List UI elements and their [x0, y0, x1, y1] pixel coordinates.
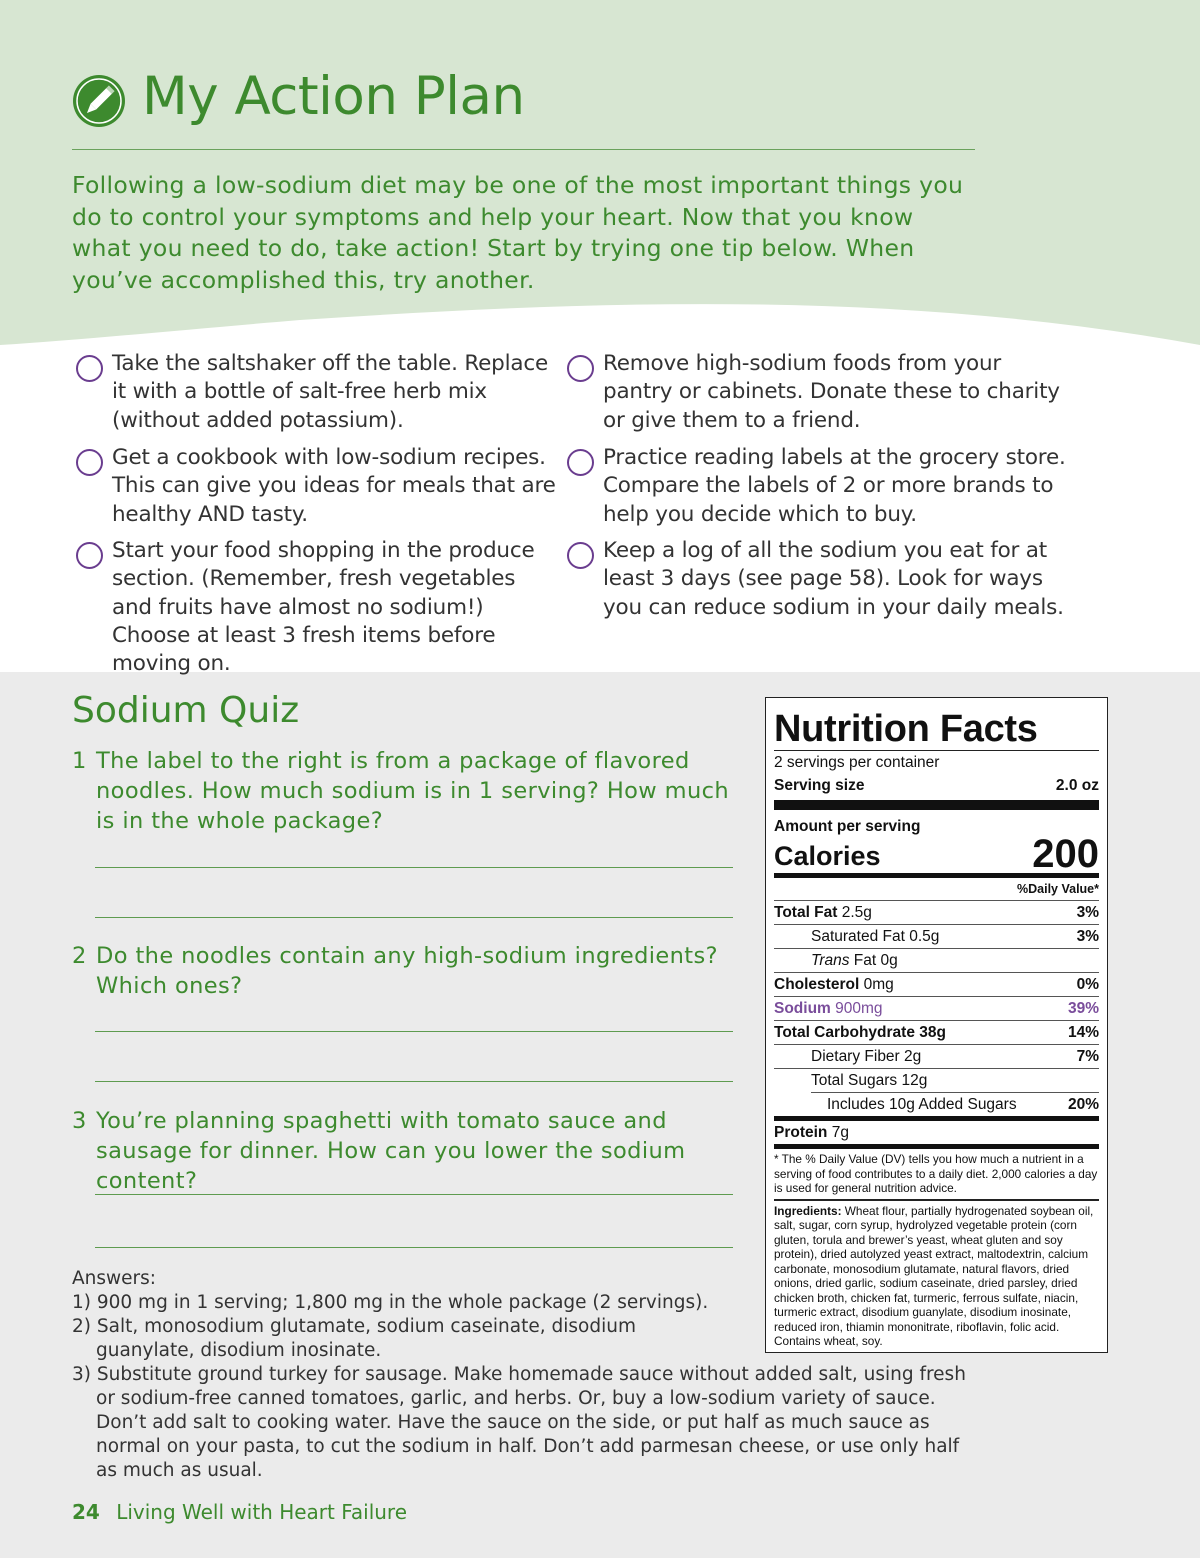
checkbox-circle-icon[interactable] — [567, 542, 594, 569]
sodium-row — [774, 996, 1099, 1020]
page-title: My Action Plan — [142, 66, 525, 127]
cholesterol-row — [774, 972, 1099, 996]
answer-item: 1) 900 mg in 1 serving; 1,800 mg in the whole package (2 servings). — [72, 1292, 709, 1313]
total-fat-dv: 3% — [1076, 904, 1099, 921]
checkbox-circle-icon[interactable] — [76, 355, 103, 382]
sodium-label: Sodium — [774, 1000, 831, 1017]
question-text: Do the noodles contain any high-sodium ingredients? Which ones? — [96, 943, 718, 999]
answer-line[interactable] — [95, 1247, 733, 1248]
question-number: 1 — [72, 748, 87, 774]
answers-heading: Answers: — [72, 1268, 157, 1289]
ingredients-label: Ingredients: — [774, 1203, 842, 1218]
added-sugars-row — [811, 1092, 1099, 1116]
pencil-icon — [72, 74, 126, 128]
tip-text: Keep a log of all the sodium you eat for at least 3 days (see page 58). Look for ways you can reduce sodium in your daily meals. — [603, 538, 1064, 620]
tip-text: Get a cookbook with low-sodium recipes. This can give you ideas for meals that are healthy AND tasty. — [112, 445, 556, 527]
sugars-label: Total Sugars 12g — [811, 1072, 928, 1089]
added-sugars-dv: 20% — [1067, 1096, 1099, 1113]
trans-fat-amount: Fat 0g — [853, 952, 898, 969]
question-text: You’re planning spaghetti with tomato sauce and sausage for dinner. How can you lower the sodium content? — [96, 1108, 686, 1194]
sugars-row — [774, 1068, 1099, 1092]
sat-fat-dv: 3% — [1076, 928, 1099, 945]
tip-item[interactable] — [76, 350, 556, 435]
tip-text: Take the saltshaker off the table. Replace it with a bottle of salt-free herb mix (without added potassium). — [112, 351, 548, 433]
book-title: Living Well with Heart Failure — [116, 1500, 408, 1524]
sat-fat-label: Saturated Fat — [811, 928, 905, 945]
answer-line[interactable] — [95, 1081, 733, 1082]
answer-item: 3) Substitute ground turkey for sausage. Make homemade sauce without added salt, using fresh or sodium-free canned tomatoes, garlic, and herbs. Or, buy a low-sodium variety of sauce. Don’t add salt to cooking water. Have the sauce on the side, or put half as much sauce as normal on your pasta, to cut the sodium in half. Don’t add parmesan cheese, or use only half as much as usual. — [72, 1364, 966, 1481]
calories-value: 200 — [1032, 832, 1099, 876]
fiber-label: Dietary Fiber 2g — [811, 1048, 922, 1065]
question-text: The label to the right is from a package of flavored noodles. How much sodium is in 1 serving? How much is in the whole package? — [96, 748, 730, 834]
checkbox-circle-icon[interactable] — [567, 449, 594, 476]
sodium-amount: 900mg — [835, 1000, 883, 1017]
quiz-question — [72, 746, 742, 836]
carbohydrate-row — [774, 1020, 1099, 1044]
serving-size-value: 2.0 oz — [1055, 777, 1099, 794]
cholesterol-dv: 0% — [1076, 976, 1099, 993]
tip-text: Remove high-sodium foods from your pantry or cabinets. Donate these to charity or give them to a friend. — [603, 351, 1060, 433]
ingredients-block — [774, 1201, 1099, 1349]
calories-label: Calories — [774, 841, 881, 871]
fiber-row — [774, 1044, 1099, 1068]
checkbox-circle-icon[interactable] — [76, 542, 103, 569]
serving-size-row — [774, 774, 1099, 800]
servings-per-container: 2 servings per container — [774, 754, 940, 771]
page-number: 24 — [72, 1500, 100, 1524]
trans-fat-label: Trans — [811, 952, 850, 969]
serving-size-label: Serving size — [774, 777, 865, 794]
ingredients-text: Wheat flour, partially hydrogenated soybean oil, salt, sugar, corn syrup, hydrolyzed vegetable protein (corn gluten, torula and brewer’s yeast, wheat gluten and soy protein), dried autolyzed yeast extract, maltodextrin, calcium carbonate, monosodium glutamate, natural flavors, dried onions, dried garlic, sodium caseinate, dried parsley, dried chicken broth, chicken fat, turmeric, ferrous sulfate, niacin, turmeric extract, disodium guanylate, disodium inosinate, reduced iron, thiamin mononitrate, riboflavin, folic acid. Contains wheat, soy. — [774, 1203, 1094, 1348]
trans-fat-row — [774, 948, 1099, 972]
saturated-fat-row — [774, 924, 1099, 948]
title-divider — [72, 149, 975, 150]
answer-line[interactable] — [95, 867, 733, 868]
carb-label: Total Carbohydrate 38g — [774, 1024, 946, 1041]
question-number: 3 — [72, 1108, 87, 1134]
tip-item[interactable] — [76, 444, 556, 529]
quiz-question — [72, 1106, 742, 1196]
total-fat-label: Total Fat — [774, 904, 838, 921]
daily-value-header: %Daily Value* — [1017, 882, 1099, 896]
cholesterol-amount: 0mg — [863, 976, 894, 993]
quiz-title: Sodium Quiz — [72, 690, 300, 731]
checkbox-circle-icon[interactable] — [567, 355, 594, 382]
sat-fat-amount: 0.5g — [909, 928, 940, 945]
carb-dv: 14% — [1067, 1024, 1099, 1041]
tip-item[interactable] — [76, 537, 556, 678]
intro-paragraph: Following a low-sodium diet may be one of the most important things you do to control your symptoms and help your heart. Now that you know what you need to do, take action! Start by trying one tip below. When you’ve accomplished this, try another. — [72, 171, 964, 294]
question-number: 2 — [72, 943, 87, 969]
answer-line[interactable] — [95, 1031, 733, 1032]
tip-text: Practice reading labels at the grocery store. Compare the labels of 2 or more brands to help you decide which to buy. — [603, 445, 1066, 527]
protein-amount: 7g — [831, 1124, 849, 1141]
tip-item[interactable] — [567, 537, 1067, 622]
protein-row — [774, 1116, 1099, 1144]
nutrition-title: Nutrition Facts — [774, 708, 1038, 750]
daily-value-footnote: * The % Daily Value (DV) tells you how much a nutrient in a serving of food contributes to a daily diet. 2,000 calories a day is used for general nutrition advice. — [774, 1152, 1098, 1195]
answer-line[interactable] — [95, 917, 733, 918]
tip-text: Start your food shopping in the produce section. (Remember, fresh vegetables and fruits have almost no sodium!) Choose at least 3 fresh items before moving on. — [112, 538, 535, 677]
tip-item[interactable] — [567, 350, 1067, 435]
cholesterol-label: Cholesterol — [774, 976, 860, 993]
total-fat-amount: 2.5g — [841, 904, 872, 921]
answer-line[interactable] — [95, 1194, 733, 1195]
page-footer — [72, 1500, 407, 1524]
nutrition-facts-label — [765, 697, 1108, 1353]
fiber-dv: 7% — [1076, 1048, 1099, 1065]
added-sugars-label: Includes 10g Added Sugars — [827, 1096, 1017, 1113]
total-fat-row — [774, 900, 1099, 924]
sodium-dv: 39% — [1067, 1000, 1099, 1017]
calories-row — [774, 832, 1099, 876]
tip-item[interactable] — [567, 444, 1067, 529]
answer-item: 2) Salt, monosodium glutamate, sodium caseinate, disodium guanylate, disodium inosinate. — [72, 1316, 636, 1361]
amount-per-serving: Amount per serving — [774, 818, 921, 835]
checkbox-circle-icon[interactable] — [76, 449, 103, 476]
protein-label: Protein — [774, 1124, 828, 1141]
quiz-question — [72, 941, 742, 1001]
